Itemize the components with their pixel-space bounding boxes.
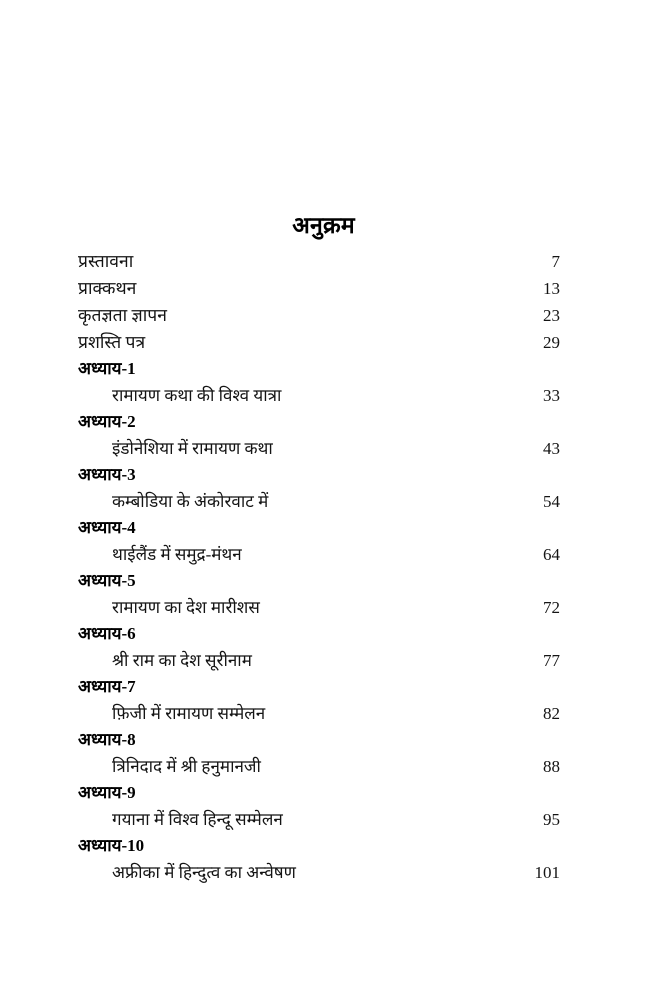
- toc-chapter-block[interactable]: [78, 409, 560, 462]
- chapter-title: अफ्रीका में हिन्दुत्व का अन्वेषण: [112, 863, 296, 882]
- toc-entry-page-number: 7: [551, 252, 560, 271]
- toc-chapter-block[interactable]: [78, 621, 560, 674]
- chapter-entry-row[interactable]: [78, 594, 560, 621]
- toc-chapter-block[interactable]: [78, 356, 560, 409]
- toc-entry-page-number: 13: [543, 279, 560, 298]
- chapter-page-number: 77: [543, 651, 560, 670]
- chapter-entry-row[interactable]: [78, 541, 560, 568]
- chapter-entry-row[interactable]: [78, 753, 560, 780]
- chapter-title: श्री राम का देश सूरीनाम: [112, 651, 252, 670]
- chapter-title: रामायण का देश मारीशस: [112, 598, 260, 617]
- toc-front-matter-row[interactable]: [78, 302, 560, 329]
- toc-chapter-block[interactable]: [78, 780, 560, 833]
- chapter-heading: अध्याय-7: [78, 677, 136, 696]
- chapter-title: गयाना में विश्व हिन्दू सम्मेलन: [112, 810, 283, 829]
- chapter-title: रामायण कथा की विश्व यात्रा: [112, 386, 282, 405]
- chapter-heading: अध्याय-2: [78, 412, 136, 431]
- chapter-title: त्रिनिदाद में श्री हनुमानजी: [112, 757, 261, 776]
- chapter-heading: अध्याय-1: [78, 359, 136, 378]
- chapter-title: कम्बोडिया के अंकोरवाट में: [112, 492, 269, 511]
- chapter-entry-row[interactable]: [78, 435, 560, 462]
- chapter-title: थाईलैंड में समुद्र-मंथन: [112, 545, 242, 564]
- chapter-heading: अध्याय-10: [78, 836, 145, 855]
- table-of-contents: [78, 248, 560, 886]
- toc-entry-label: कृतज्ञता ज्ञापन: [78, 305, 167, 325]
- chapter-title: फ़िजी में रामायण सम्मेलन: [112, 704, 266, 723]
- toc-entry-page-number: 23: [543, 306, 560, 325]
- toc-chapter-block[interactable]: [78, 568, 560, 621]
- chapter-page-number: 82: [543, 704, 560, 723]
- toc-front-matter-row[interactable]: [78, 248, 560, 275]
- toc-chapter-block[interactable]: [78, 727, 560, 780]
- chapter-heading: अध्याय-3: [78, 465, 136, 484]
- chapter-page-number: 88: [543, 757, 560, 776]
- toc-entry-label: प्रशस्ति पत्र: [78, 332, 146, 352]
- toc-chapter-block[interactable]: [78, 674, 560, 727]
- chapter-entry-row[interactable]: [78, 859, 560, 886]
- chapter-heading: अध्याय-8: [78, 730, 136, 749]
- chapter-page-number: 43: [543, 439, 560, 458]
- toc-chapter-block[interactable]: [78, 833, 560, 886]
- chapter-heading: अध्याय-9: [78, 783, 136, 802]
- chapter-heading: अध्याय-6: [78, 624, 136, 643]
- page-title: अनुक्रम: [292, 213, 355, 238]
- toc-entry-page-number: 29: [543, 333, 560, 352]
- chapter-page-number: 33: [543, 386, 560, 405]
- chapter-page-number: 64: [543, 545, 560, 564]
- toc-front-matter-row[interactable]: [78, 275, 560, 302]
- chapter-title: इंडोनेशिया में रामायण कथा: [112, 439, 273, 458]
- chapter-page-number: 54: [543, 492, 560, 511]
- chapter-page-number: 95: [543, 810, 560, 829]
- toc-entry-label: प्राक्कथन: [78, 278, 137, 298]
- toc-chapter-block[interactable]: [78, 462, 560, 515]
- chapter-page-number: 101: [534, 863, 560, 882]
- chapter-page-number: 72: [543, 598, 560, 617]
- chapter-heading: अध्याय-4: [78, 518, 136, 537]
- toc-entry-label: प्रस्तावना: [78, 251, 134, 271]
- toc-chapter-block[interactable]: [78, 515, 560, 568]
- chapter-entry-row[interactable]: [78, 700, 560, 727]
- toc-front-matter-row[interactable]: [78, 329, 560, 356]
- chapter-entry-row[interactable]: [78, 382, 560, 409]
- chapter-entry-row[interactable]: [78, 488, 560, 515]
- chapter-entry-row[interactable]: [78, 806, 560, 833]
- chapter-heading: अध्याय-5: [78, 571, 136, 590]
- chapter-entry-row[interactable]: [78, 647, 560, 674]
